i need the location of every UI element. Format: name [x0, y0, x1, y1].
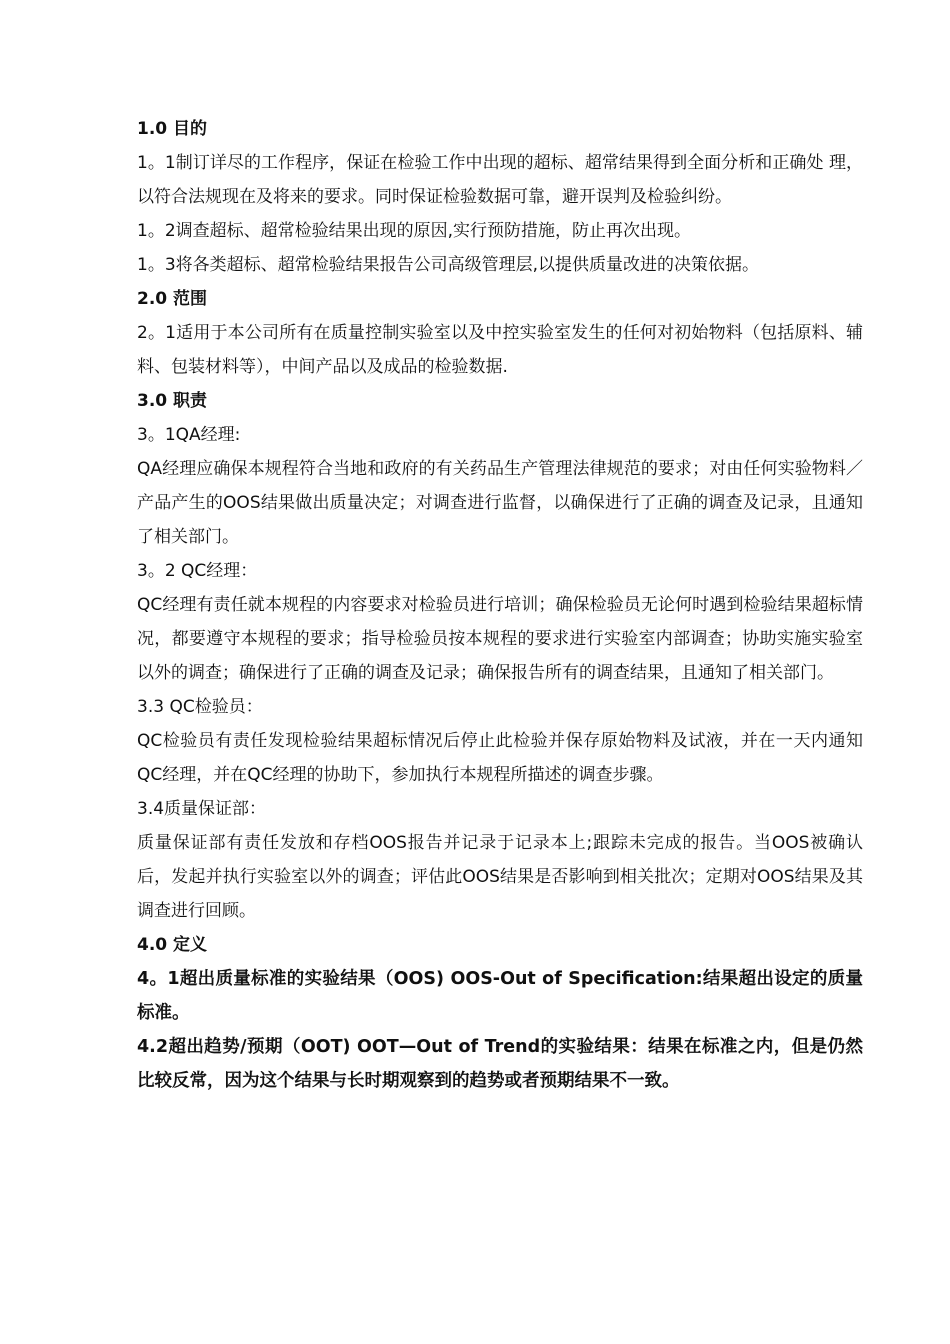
subsection-3-4-title: 3.4质量保证部： [137, 799, 267, 819]
paragraph-1-3: 1。3将各类超标、超常检验结果报告公司高级管理层,以提供质量改进的决策依据。 [137, 255, 760, 275]
paragraph-1-1: 1。1制订详尽的工作程序，保证在检验工作中出现的超标、超常结果得到全面分析和正确处 理，以符合法规现在及将来的要求。同时保证检验数据可靠，避开误判及检验纠纷。 [137, 153, 863, 207]
paragraph-2-1: 2。1适用于本公司所有在质量控制实验室以及中控实验室发生的任何对初始物料（包括原料、辅料、包装材料等），中间产品以及成品的检验数据. [137, 323, 863, 377]
paragraph-3-4-body: 质量保证部有责任发放和存档OOS报告并记录于记录本上;跟踪未完成的报告。当OOS被确认后，发起并执行实验室以外的调查；评估此OOS结果是否影响到相关批次；定期对OOS结果及其调查进行回顾。 [137, 833, 863, 921]
subsection-3-1-title: 3。1QA经理: [137, 425, 241, 445]
definition-4-2: 4.2超出趋势/预期（OOT) OOT—Out of Trend的实验结果：结果在标准之内，但是仍然比较反常，因为这个结果与长时期观察到的趋势或者预期结果不一致。 [137, 1037, 863, 1091]
paragraph-3-1-body: QA经理应确保本规程符合当地和政府的有关药品生产管理法律规范的要求；对由任何实验物料／产品产生的OOS结果做出质量决定；对调查进行监督，以确保进行了正确的调查及记录，且通知了相关部门。 [137, 459, 863, 547]
section-1-heading: 1.0 目的 [137, 119, 208, 139]
paragraph-1-2: 1。2调查超标、超常检验结果出现的原因,实行预防措施，防止再次出现。 [137, 221, 692, 241]
subsection-3-3-title: 3.3 QC检验员： [137, 697, 263, 717]
subsection-3-2-title: 3。2 QC经理： [137, 561, 258, 581]
document-page [137, 112, 863, 1098]
section-4-heading: 4.0 定义 [137, 935, 208, 955]
section-2-heading: 2.0 范围 [137, 289, 208, 309]
paragraph-3-2-body: QC经理有责任就本规程的内容要求对检验员进行培训；确保检验员无论何时遇到检验结果超标情况，都要遵守本规程的要求；指导检验员按本规程的要求进行实验室内部调查；协助实施实验室以外的调查；确保进行了正确的调查及记录；确保报告所有的调查结果，且通知了相关部门。 [137, 595, 863, 683]
definition-4-1: 4。1超出质量标准的实验结果（OOS) OOS-Out of Specification:结果超出设定的质量标准。 [137, 969, 863, 1023]
paragraph-3-3-body: QC检验员有责任发现检验结果超标情况后停止此检验并保存原始物料及试液，并在一天内通知QC经理，并在QC经理的协助下，参加执行本规程所描述的调查步骤。 [137, 731, 863, 785]
section-3-heading: 3.0 职责 [137, 391, 208, 411]
